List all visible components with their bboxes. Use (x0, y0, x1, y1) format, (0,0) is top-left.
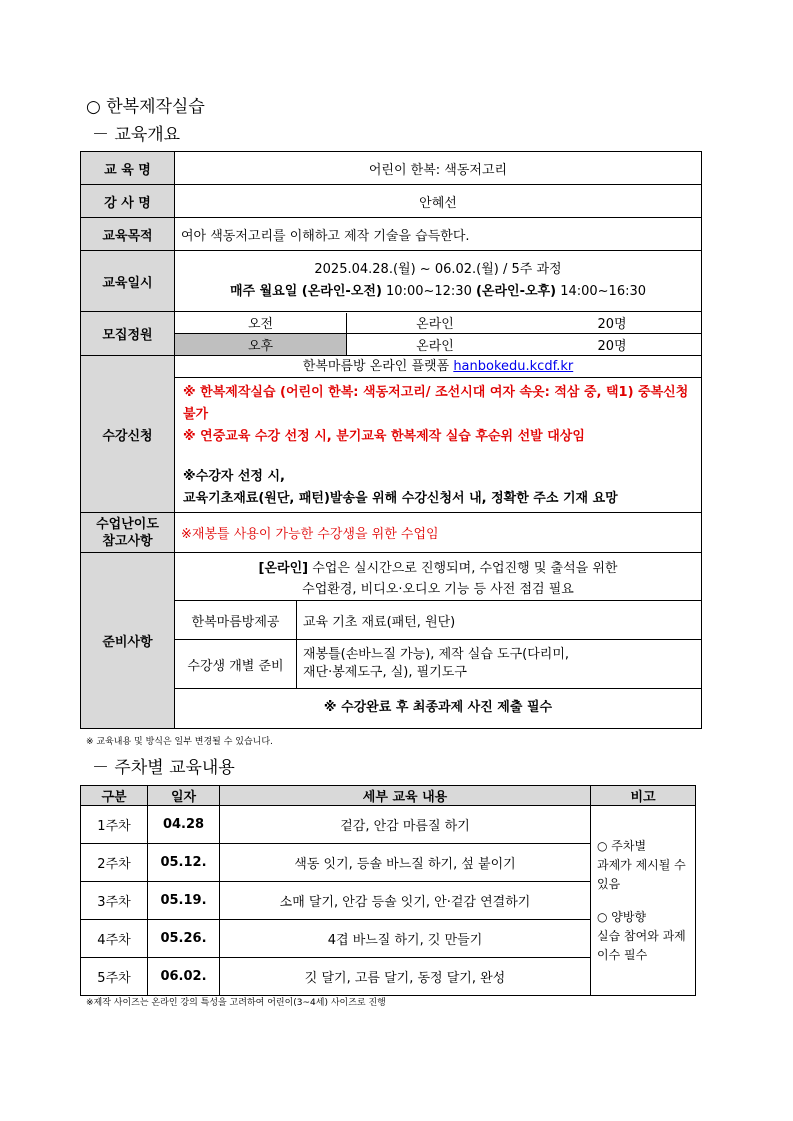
prep-provided: 교육 기초 재료(패턴, 원단) (297, 601, 702, 640)
week-cell: 5주차 (81, 958, 148, 996)
remark-line: 과제가 제시될 수 (597, 857, 686, 872)
weekly-heading: － 주차별 교육내용 (92, 758, 235, 778)
prep-personal (297, 640, 702, 689)
col-date: 일자 (148, 786, 220, 806)
prep-label: 준비사항 (81, 553, 175, 729)
prep-table (175, 601, 701, 690)
apply-label: 수강신청 (81, 356, 175, 513)
level-label-line1: 수업난이도 (96, 516, 159, 532)
schedule-am-label: 매주 월요일 (온라인-오전) (229, 284, 382, 299)
level-note: ※재봉틀 사용이 가능한 수강생을 위한 수업임 (175, 513, 702, 553)
goal: 여아 색동저고리를 이해하고 제작 기술을 습득한다. (175, 218, 702, 251)
week-cell: 4주차 (81, 920, 148, 958)
prep-provided-label: 한복마름방제공 (175, 601, 297, 640)
capacity-table (175, 313, 701, 355)
prep-final: ※ 수강완료 후 최종과제 사진 제출 필수 (323, 700, 553, 716)
date-cell: 06.02. (148, 958, 220, 996)
apply-platform-text: 한복마름방 온라인 플랫폼 (302, 359, 454, 374)
content-cell: 색동 잇기, 등솔 바느질 하기, 섶 붙이기 (220, 844, 591, 882)
apply-cell (175, 356, 702, 513)
schedule-period: 2025.04.28.(월) ~ 06.02.(월) / 5주 과정 (314, 262, 562, 277)
remark-line: 있음 (597, 876, 621, 891)
capacity-session: 오전 (175, 313, 347, 334)
prep-intro-tag: [온라인] (258, 560, 309, 576)
section-title: ○ 한복제작실습 (86, 97, 205, 117)
prep-intro-line2: 수업환경, 비디오·오디오 기능 등 사전 점검 필요 (302, 581, 574, 597)
instructor-label: 강 사 명 (81, 185, 175, 218)
level-label (81, 513, 175, 553)
schedule-label: 교육일시 (81, 251, 175, 312)
date-cell: 05.26. (148, 920, 220, 958)
col-content: 세부 교육 내용 (220, 786, 591, 806)
course-name-label: 교 육 명 (81, 152, 175, 185)
apply-note-address: 교육기초재료(원단, 패턴)발송을 위해 수강신청서 내, 정확한 주소 기재 요망 (183, 491, 618, 506)
capacity-count: 20명 (523, 313, 701, 334)
schedule (175, 251, 702, 312)
date-cell: 05.19. (148, 882, 220, 920)
content-cell: 소매 달기, 안감 등솔 잇기, 안·겉감 연결하기 (220, 882, 591, 920)
goal-label: 교육목적 (81, 218, 175, 251)
week-cell: 3주차 (81, 882, 148, 920)
week-cell: 2주차 (81, 844, 148, 882)
remark-line: ○ 주차별 (597, 838, 647, 853)
remark-line: 이수 필수 (597, 947, 648, 962)
overview-table (80, 151, 702, 729)
prep-personal-line2: 재단·봉제도구, 실), 필기도구 (303, 665, 467, 681)
instructor: 안혜선 (175, 185, 702, 218)
schedule-am-time: 10:00~12:30 (381, 284, 476, 299)
week-cell: 1주차 (81, 806, 148, 844)
date-cell: 05.12. (148, 844, 220, 882)
capacity-mode: 온라인 (347, 313, 524, 334)
overview-heading: － 교육개요 (92, 125, 181, 145)
apply-warning-priority: ※ 연중교육 수강 선정 시, 분기교육 한복제작 실습 후순위 선발 대상임 (183, 429, 585, 444)
prep-personal-label: 수강생 개별 준비 (175, 640, 297, 689)
col-remark: 비고 (591, 786, 696, 806)
prep-personal-line1: 재봉틀(손바느질 가능), 제작 실습 도구(다리미, (303, 647, 570, 663)
remark-line: 실습 참여와 과제 (597, 928, 686, 943)
prep-intro (175, 554, 701, 601)
level-label-line2: 참고사항 (102, 533, 153, 549)
weekly-table (80, 785, 696, 996)
capacity-count: 20명 (597, 338, 627, 354)
apply-platform (175, 356, 701, 378)
date-cell: 04.28 (148, 806, 220, 844)
schedule-times (181, 281, 695, 303)
capacity-label: 모집정원 (81, 312, 175, 356)
apply-note-title: ※수강자 선정 시, (183, 469, 285, 484)
content-cell: 겉감, 안감 마름질 하기 (220, 806, 591, 844)
apply-warning-duplicate: ※ 한복제작실습 (어린이 한복: 색동저고리/ 조선시대 여자 속옷: 적삼 중, 택1) 중복신청 불가 (183, 385, 689, 422)
prep-intro-line1: 수업은 실시간으로 진행되며, 수업진행 및 출석을 위한 (308, 560, 618, 576)
apply-link[interactable]: hanbokedu.kcdf.kr (453, 359, 574, 374)
capacity-cell (175, 312, 702, 356)
capacity-mode: 온라인 (347, 334, 524, 355)
overview-note: ※ 교육내용 및 방식은 일부 변경될 수 있습니다. (86, 737, 273, 747)
prep-cell (175, 553, 702, 729)
remark-cell (591, 806, 696, 996)
weekly-note: ※제작 사이즈는 온라인 강의 특성을 고려하여 어린이(3~4세) 사이즈로 진행 (86, 998, 386, 1008)
content-cell: 깃 달기, 고름 달기, 동정 달기, 완성 (220, 958, 591, 996)
capacity-session: 오후 (175, 334, 347, 355)
remark-line: ○ 양방향 (597, 909, 647, 924)
content-cell: 4겹 바느질 하기, 깃 만들기 (220, 920, 591, 958)
schedule-pm-label: (온라인-오후) (475, 284, 557, 299)
schedule-pm-time: 14:00~16:30 (556, 284, 647, 299)
course-name: 어린이 한복: 색동저고리 (175, 152, 702, 185)
col-week: 구분 (81, 786, 148, 806)
